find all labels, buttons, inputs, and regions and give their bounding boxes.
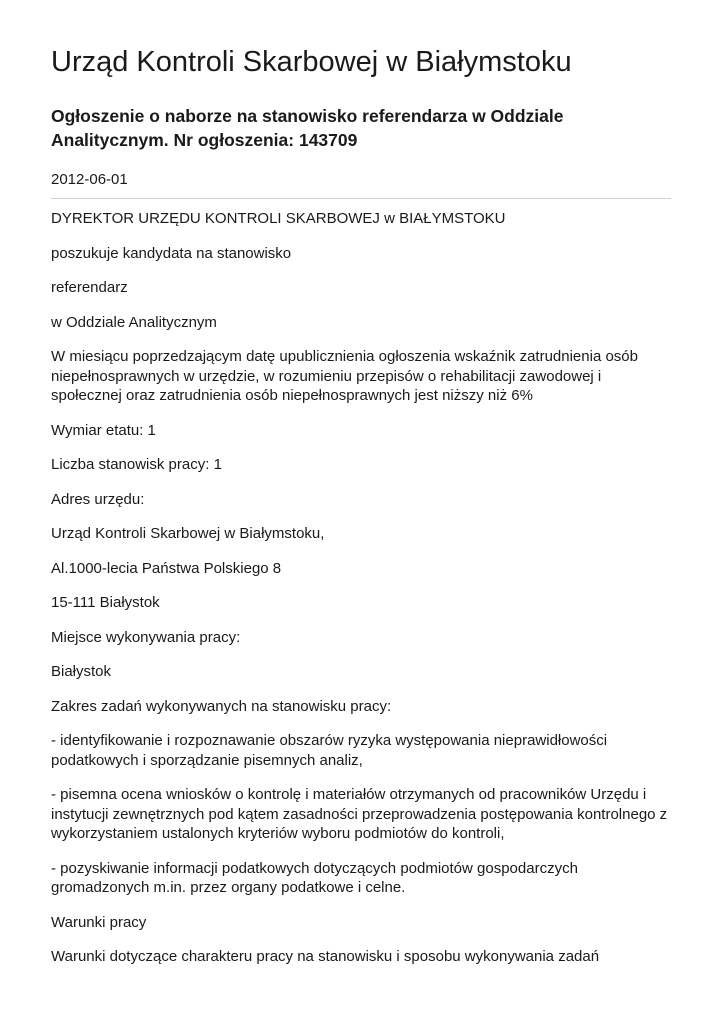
paragraph: Miejsce wykonywania pracy: — [51, 628, 241, 646]
paragraph: Warunki pracy — [51, 913, 147, 931]
paragraph: Urząd Kontroli Skarbowej w Białymstoku, — [51, 525, 325, 542]
paragraph: w Oddziale Analitycznym — [51, 313, 217, 331]
paragraph: Warunki dotyczące charakteru pracy na stanowisku i sposobu wykonywania zadań — [51, 948, 600, 965]
document-title: Urząd Kontroli Skarbowej w Białymstoku — [51, 46, 572, 78]
paragraph: poszukuje kandydata na stanowisko — [51, 244, 292, 262]
paragraph: Liczba stanowisk pracy: 1 — [51, 456, 222, 473]
paragraph: Wymiar etatu: 1 — [51, 421, 156, 439]
paragraph: W miesiącu poprzedzającym datę upublicznienia ogłoszenia wskaźnik zatrudnienia osób niepełnosprawnych w urzędzie, w rozumieniu przepisów o rehabilitacji zawodowej i społecznej oraz zatrudnienia osób niepełnosprawnych jest niższy niż 6% — [51, 348, 638, 404]
paragraph: Al.1000-lecia Państwa Polskiego 8 — [51, 559, 282, 577]
document-body — [51, 209, 673, 982]
paragraph: - pisemna ocena wniosków o kontrolę i materiałów otrzymanych od pracowników Urzędu i instytucji zewnętrznych pod kątem zasadności przeprowadzenia postępowania kontrolnego z wykorzystaniem ustalonych kryteriów wyboru podmiotów do kontroli, — [51, 786, 668, 842]
paragraph: 15-111 Białystok — [51, 594, 160, 611]
paragraph: Zakres zadań wykonywanych na stanowisku pracy: — [51, 697, 392, 715]
paragraph: Adres urzędu: — [51, 490, 145, 508]
paragraph: referendarz — [51, 279, 128, 296]
divider — [51, 198, 671, 199]
publication-date: 2012-06-01 — [51, 171, 128, 188]
paragraph: Białystok — [51, 663, 112, 680]
paragraph: - identyfikowanie i rozpoznawanie obszarów ryzyka występowania nieprawidłowości podatkowych i sporządzanie pisemnych analiz, — [51, 732, 608, 769]
paragraph: DYREKTOR URZĘDU KONTROLI SKARBOWEJ w BIAŁYMSTOKU — [51, 210, 506, 227]
document-subtitle: Ogłoszenie o naborze na stanowisko referendarza w Oddziale Analitycznym. Nr ogłoszenia: 143709 — [51, 106, 564, 150]
paragraph: - pozyskiwanie informacji podatkowych dotyczących podmiotów gospodarczych gromadzonych m.in. przez organy podatkowe i celne. — [51, 859, 578, 896]
